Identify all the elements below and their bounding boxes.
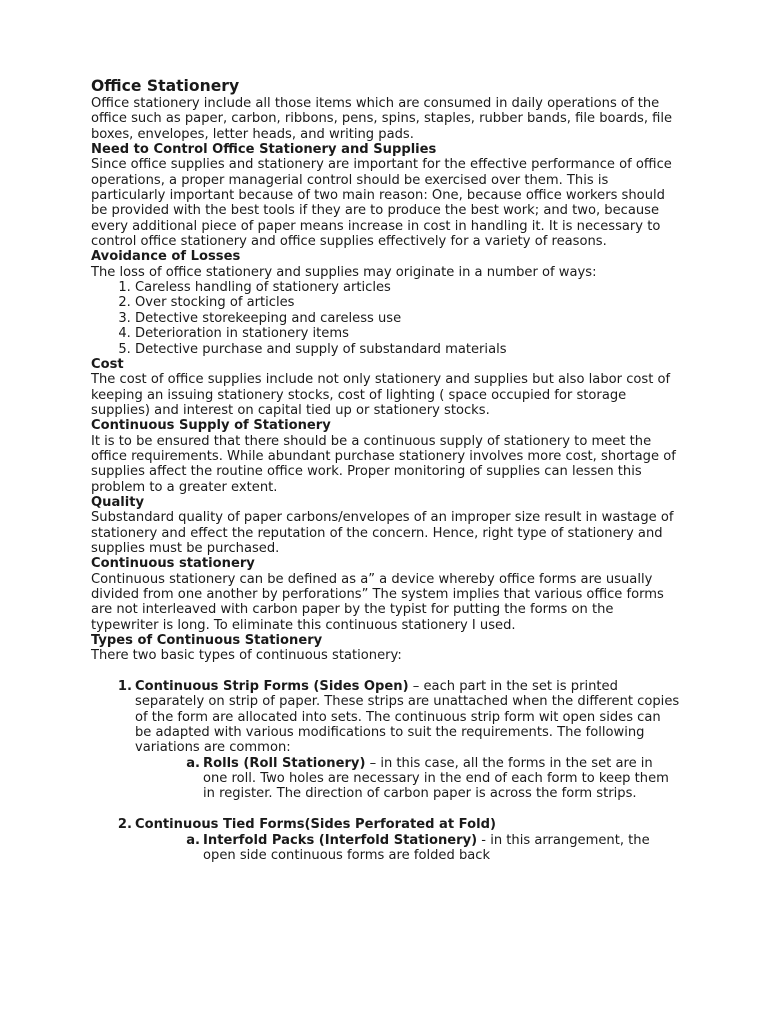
- list-number: 2.: [117, 817, 132, 833]
- list-item-body: [135, 679, 681, 756]
- sublist-item-title: Rolls (Roll Stationery): [203, 755, 366, 771]
- list-item: 1. Careless handling of stationery articles: [135, 280, 681, 295]
- section-heading-losses: Avoidance of Losses: [91, 249, 241, 265]
- section-text-continuous: Continuous stationery can be defined as a” a device whereby office forms are usually divided from one another by perforations” The system implies that various office forms are not interleaved with carbon paper by the typist for putting the forms on the typewriter is long. To eliminate this continuous stationery I used.: [91, 571, 664, 633]
- types-list-item-1: [91, 679, 681, 756]
- sublist-letter: a.: [186, 832, 200, 848]
- types-list-item-2: [91, 817, 681, 832]
- section-heading-supply: Continuous Supply of Stationery: [91, 418, 331, 434]
- section-heading-cost: Cost: [91, 356, 124, 372]
- types-sublist-item-1a: [159, 756, 681, 802]
- section-heading-continuous: Continuous stationery: [91, 556, 255, 572]
- list-item: 4. Deterioration in stationery items: [135, 326, 681, 341]
- blank-line: [91, 802, 681, 817]
- sublist-letter: a.: [186, 755, 200, 771]
- list-item-title: Continuous Tied Forms(Sides Perforated at Fold): [135, 817, 496, 833]
- sublist-item-text: – in this case, all the forms in the set are in one roll. Two holes are necessary in the end of each form to keep them in register. The direction of carbon paper is across the form strips.: [203, 755, 669, 802]
- section-text-quality: Substandard quality of paper carbons/envelopes of an improper size result in wastage of stationery and effect the reputation of the concern. Hence, right type of stationery and supplies must be purchased.: [91, 510, 674, 556]
- blank-line: [91, 664, 681, 679]
- section-text-types: There two basic types of continuous stationery:: [91, 648, 402, 664]
- intro-paragraph: Office stationery include all those items which are consumed in daily operations of the office such as paper, carbon, ribbons, pens, spins, staples, rubber bands, file boards, file boxes, envelopes, letter heads, and writing pads.: [91, 96, 673, 142]
- sublist-item-text: - in this arrangement, the open side continuous forms are folded back: [203, 832, 650, 863]
- section-text-supply: It is to be ensured that there should be a continuous supply of stationery to meet the office requirements. While abundant purchase stationery involves more cost, shortage of supplies affect the routine office work. Proper monitoring of supplies can lessen this problem to a greater extent.: [91, 433, 676, 495]
- list-item: 3. Detective storekeeping and careless use: [135, 311, 681, 326]
- types-sublist-item-2a: [159, 833, 681, 864]
- section-heading-types: Types of Continuous Stationery: [91, 633, 323, 649]
- sublist-item-title: Interfold Packs (Interfold Stationery): [203, 832, 478, 848]
- list-item-title: Continuous Strip Forms (Sides Open): [135, 679, 409, 695]
- section-heading-need: Need to Control Office Stationery and Supplies: [91, 142, 437, 158]
- list-item: 2. Over stocking of articles: [135, 295, 681, 310]
- losses-list: [91, 280, 681, 357]
- sublist-item-body: [203, 756, 681, 802]
- section-heading-quality: Quality: [91, 494, 145, 510]
- list-item: 5. Detective purchase and supply of substandard materials: [135, 342, 681, 357]
- document-title: Office Stationery: [91, 77, 240, 95]
- list-item-text: – each part in the set is printed separately on strip of paper. These strips are unattached when the different copies of the form are allocated into sets. The continuous strip form wit open sides can be adapted with various modifications to suit the requirements. The following variations are common:: [135, 679, 680, 756]
- section-text-need: Since office supplies and stationery are important for the effective performance of office operations, a proper managerial control should be exercised over them. This is particularly important because of two main reason: One, because office workers should be provided with the best tools if they are to produce the best work; and two, because every additional piece of paper means increase in cost in handling it. It is necessary to control office stationery and office supplies effectively for a variety of reasons.: [91, 157, 672, 250]
- section-text-losses: The loss of office stationery and supplies may originate in a number of ways:: [91, 264, 597, 280]
- document-page: [91, 76, 681, 863]
- section-text-cost: The cost of office supplies include not only stationery and supplies but also labor cost of keeping an issuing stationery stocks, cost of lighting ( space occupied for storage supplies) and interest on capital tied up or stationery stocks.: [91, 372, 671, 418]
- sublist-item-body: [203, 833, 681, 864]
- list-number: 1.: [117, 679, 132, 695]
